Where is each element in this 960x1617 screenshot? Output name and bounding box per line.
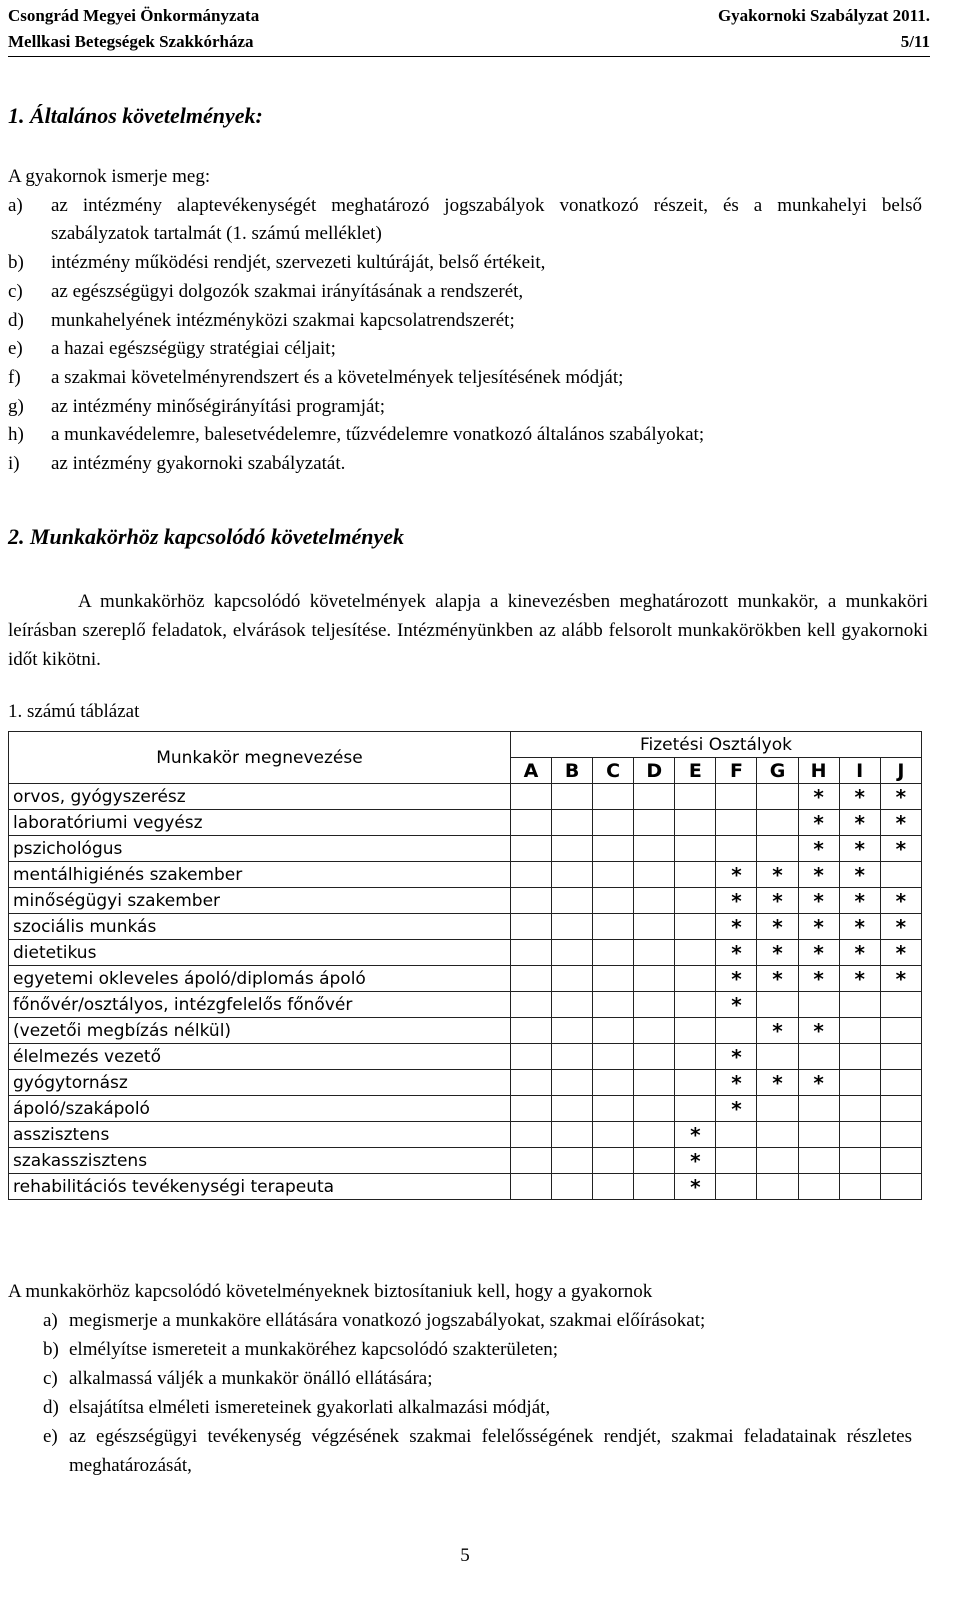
table-cell	[552, 1044, 593, 1070]
section1-item-text: az egészségügyi dolgozók szakmai irányításának a rendszerét,	[51, 280, 524, 302]
table-cell	[510, 914, 551, 940]
mark-cell: *	[880, 888, 921, 914]
table-cell	[552, 1148, 593, 1174]
table-cell	[510, 1174, 551, 1200]
table-cell	[552, 888, 593, 914]
table-cell	[675, 992, 716, 1018]
table-row	[9, 914, 922, 940]
mark-cell: *	[757, 966, 798, 992]
mark-cell: *	[757, 1070, 798, 1096]
mark-cell: *	[716, 914, 757, 940]
table-cell	[552, 810, 593, 836]
table-row	[9, 966, 922, 992]
mark-cell: *	[798, 1070, 839, 1096]
section1-item	[8, 307, 930, 336]
table-row	[9, 1018, 922, 1044]
table-cell	[798, 1174, 839, 1200]
mark-cell: *	[716, 1070, 757, 1096]
section3-item-label: e)	[43, 1426, 58, 1447]
table-cell	[757, 1148, 798, 1174]
header-left	[8, 3, 259, 55]
table-cell	[716, 836, 757, 862]
section1-item-label: a)	[8, 194, 23, 216]
mark-cell: *	[798, 836, 839, 862]
pay-class-letter: J	[880, 758, 921, 784]
job-title-cell: dietetikus	[9, 940, 511, 966]
section3-item	[8, 1393, 930, 1422]
table-row	[9, 1122, 922, 1148]
mark-cell: *	[675, 1122, 716, 1148]
table-cell	[716, 1148, 757, 1174]
table-cell	[593, 1096, 634, 1122]
table-cell	[552, 862, 593, 888]
section1-item-label: i)	[8, 453, 20, 475]
table-cell	[552, 836, 593, 862]
table-cell	[510, 940, 551, 966]
table-cell	[839, 1070, 880, 1096]
table-cell	[798, 1122, 839, 1148]
section1-item	[8, 393, 930, 422]
mark-cell: *	[839, 914, 880, 940]
section1-item-text: a szakmai követelményrendszert és a követelmények teljesítésének módját;	[51, 366, 624, 388]
table-cell	[593, 1070, 634, 1096]
table-cell	[593, 1122, 634, 1148]
table-cell	[634, 940, 675, 966]
table-cell	[675, 784, 716, 810]
table-cell	[716, 1122, 757, 1148]
section1-item	[8, 278, 930, 307]
section1-body	[8, 163, 930, 479]
mark-cell: *	[880, 836, 921, 862]
column-header-pay-classes: Fizetési Osztályok	[510, 732, 921, 758]
table-cell	[593, 862, 634, 888]
table-cell	[510, 862, 551, 888]
table-cell	[798, 1096, 839, 1122]
table-cell	[552, 1018, 593, 1044]
pay-class-letter: A	[510, 758, 551, 784]
mark-cell: *	[798, 862, 839, 888]
table-cell	[675, 836, 716, 862]
section3-body	[8, 1277, 930, 1480]
section1-item-label: c)	[8, 280, 23, 302]
table-cell	[675, 1018, 716, 1044]
table-cell	[716, 784, 757, 810]
table-cell	[757, 1044, 798, 1070]
table-caption: 1. számú táblázat	[8, 701, 140, 722]
table-cell	[552, 940, 593, 966]
table-cell	[798, 1148, 839, 1174]
table-cell	[675, 966, 716, 992]
table-cell	[798, 1044, 839, 1070]
mark-cell: *	[839, 784, 880, 810]
section2-title: 2. Munkakörhöz kapcsolódó követelmények	[8, 524, 404, 549]
table-row	[9, 992, 922, 1018]
table-cell	[839, 1174, 880, 1200]
mark-cell: *	[798, 888, 839, 914]
table-cell	[880, 862, 921, 888]
table-cell	[757, 836, 798, 862]
mark-cell: *	[716, 992, 757, 1018]
mark-cell: *	[757, 1018, 798, 1044]
table-row	[9, 1070, 922, 1096]
table-cell	[593, 1174, 634, 1200]
header-page-indicator: 5/11	[900, 32, 930, 51]
table-cell	[675, 914, 716, 940]
table-cell	[675, 1070, 716, 1096]
table-cell	[634, 810, 675, 836]
mark-cell: *	[880, 784, 921, 810]
mark-cell: *	[757, 914, 798, 940]
job-title-cell: gyógytornász	[9, 1070, 511, 1096]
section1-item-text: az intézmény alaptevékenységét meghatározó jogszabályok vonatkozó részeit, és a munkahelyi belső szabályzatok tartalmát (1. számú melléklet)	[51, 194, 922, 245]
mark-cell: *	[798, 784, 839, 810]
mark-cell: *	[716, 966, 757, 992]
table-cell	[880, 1018, 921, 1044]
table-cell	[510, 1018, 551, 1044]
table-cell	[510, 784, 551, 810]
header-rule	[8, 56, 930, 57]
section3-item-label: d)	[43, 1397, 59, 1418]
job-title-cell: élelmezés vezető	[9, 1044, 511, 1070]
table-cell	[880, 1096, 921, 1122]
table-cell	[593, 914, 634, 940]
header-right	[718, 3, 930, 55]
section1-item-label: d)	[8, 309, 24, 331]
section3-item-text: elmélyítse ismereteit a munkaköréhez kapcsolódó szakterületen;	[69, 1339, 559, 1360]
table-cell	[634, 1018, 675, 1044]
mark-cell: *	[839, 940, 880, 966]
table-cell	[634, 836, 675, 862]
table-cell	[552, 914, 593, 940]
table-cell	[593, 836, 634, 862]
table-cell	[593, 784, 634, 810]
column-header-job-title: Munkakör megnevezése	[9, 732, 511, 784]
table-cell	[839, 1018, 880, 1044]
table-cell	[593, 966, 634, 992]
table-cell	[510, 810, 551, 836]
section1-item	[8, 249, 930, 278]
table-row	[9, 1174, 922, 1200]
mark-cell: *	[880, 810, 921, 836]
page-number: 5	[460, 1545, 470, 1566]
mark-cell: *	[716, 1044, 757, 1070]
pay-class-letter: B	[552, 758, 593, 784]
table-cell	[634, 1174, 675, 1200]
mark-cell: *	[880, 940, 921, 966]
table-cell	[593, 1018, 634, 1044]
table-cell	[634, 1148, 675, 1174]
section3-intro: A munkakörhöz kapcsolódó követelményeknek biztosítaniuk kell, hogy a gyakornok	[8, 1281, 653, 1302]
table-row	[9, 1148, 922, 1174]
table-cell	[634, 966, 675, 992]
pay-class-letter: G	[757, 758, 798, 784]
table-cell	[634, 1070, 675, 1096]
table-cell	[634, 862, 675, 888]
mark-cell: *	[839, 966, 880, 992]
table-row	[9, 810, 922, 836]
mark-cell: *	[839, 836, 880, 862]
table-cell	[880, 1148, 921, 1174]
table-cell	[757, 810, 798, 836]
header-organization: Csongrád Megyei Önkormányzata	[8, 6, 260, 25]
header-document-title: Gyakornoki Szabályzat 2011.	[717, 6, 930, 25]
mark-cell: *	[798, 914, 839, 940]
table-cell	[880, 992, 921, 1018]
job-title-cell: mentálhigiénés szakember	[9, 862, 511, 888]
table-cell	[593, 1044, 634, 1070]
table-cell	[634, 914, 675, 940]
table-row	[9, 1096, 922, 1122]
section3-item	[8, 1335, 930, 1364]
table-cell	[757, 992, 798, 1018]
mark-cell: *	[839, 862, 880, 888]
mark-cell: *	[798, 1018, 839, 1044]
pay-class-letter: C	[593, 758, 634, 784]
table-cell	[634, 1096, 675, 1122]
section2-paragraph: A munkakörhöz kapcsolódó követelmények alapja a kinevezésben meghatározott munkakör, a munkaköri leírásban szereplő feladatok, elvárások teljesítése. Intézményünkben az alább felsorolt munkakörökben kell gyakornoki időt kikötni.	[8, 591, 928, 670]
mark-cell: *	[757, 888, 798, 914]
table-cell	[675, 1096, 716, 1122]
section1-item	[8, 364, 930, 393]
table-cell	[757, 1122, 798, 1148]
section3-item-text: alkalmassá váljék a munkakör önálló ellátására;	[69, 1368, 433, 1389]
table-cell	[593, 1148, 634, 1174]
table-cell	[593, 810, 634, 836]
mark-cell: *	[880, 966, 921, 992]
mark-cell: *	[880, 914, 921, 940]
table-cell	[675, 888, 716, 914]
section1-item-label: f)	[8, 366, 21, 388]
section3-item	[8, 1364, 930, 1393]
section3-item-label: c)	[43, 1368, 58, 1389]
table-cell	[716, 1174, 757, 1200]
job-title-cell: szociális munkás	[9, 914, 511, 940]
job-title-cell: egyetemi okleveles ápoló/diplomás ápoló	[9, 966, 511, 992]
table-cell	[593, 888, 634, 914]
table-cell	[510, 836, 551, 862]
section3-item-text: elsajátítsa elméleti ismereteinek gyakorlati alkalmazási módját,	[69, 1397, 551, 1418]
section1-item-label: b)	[8, 252, 24, 274]
table-cell	[593, 940, 634, 966]
section3-item	[8, 1306, 930, 1335]
job-title-cell: ápoló/szakápoló	[9, 1096, 511, 1122]
table-cell	[510, 1096, 551, 1122]
mark-cell: *	[798, 810, 839, 836]
section1-item	[8, 335, 930, 364]
table-cell	[839, 1122, 880, 1148]
table-header-row	[9, 732, 922, 758]
table-cell	[552, 966, 593, 992]
table-cell	[839, 1148, 880, 1174]
mark-cell: *	[757, 862, 798, 888]
header-hospital: Mellkasi Betegségek Szakkórháza	[8, 32, 254, 51]
section1-item	[8, 421, 930, 450]
table-cell	[634, 888, 675, 914]
table-cell	[510, 966, 551, 992]
table-cell	[634, 992, 675, 1018]
mark-cell: *	[675, 1174, 716, 1200]
table-cell	[634, 784, 675, 810]
table-cell	[716, 810, 757, 836]
table-cell	[593, 992, 634, 1018]
table-cell	[675, 1044, 716, 1070]
table-row	[9, 888, 922, 914]
section1-item-text: az intézmény minőségirányítási programját;	[51, 395, 385, 417]
table-cell	[510, 1122, 551, 1148]
job-title-cell: minőségügyi szakember	[9, 888, 511, 914]
table-cell	[675, 862, 716, 888]
job-title-cell: rehabilitációs tevékenységi terapeuta	[9, 1174, 511, 1200]
table-cell	[839, 992, 880, 1018]
table-cell	[510, 1070, 551, 1096]
mark-cell: *	[839, 888, 880, 914]
section3-item	[8, 1422, 930, 1480]
table-cell	[716, 1018, 757, 1044]
job-title-cell: laboratóriumi vegyész	[9, 810, 511, 836]
section3-item-text: az egészségügyi tevékenység végzésének szakmai felelősségének rendjét, szakmai feladatainak részletes meghatározását,	[69, 1426, 912, 1476]
section1-item	[8, 192, 930, 249]
section1-item-text: a hazai egészségügy stratégiai céljait;	[51, 338, 336, 360]
table-cell	[675, 810, 716, 836]
section1-item-text: intézmény működési rendjét, szervezeti kultúráját, belső értékeit,	[51, 252, 546, 274]
section3-item-label: b)	[43, 1339, 59, 1360]
table-cell	[880, 1122, 921, 1148]
table-cell	[510, 1044, 551, 1070]
section1-item-label: h)	[8, 424, 24, 446]
job-class-grid	[8, 731, 922, 1200]
section1-item-text: a munkavédelemre, balesetvédelemre, tűzvédelemre vonatkozó általános szabályokat;	[51, 424, 705, 446]
mark-cell: *	[716, 888, 757, 914]
job-title-cell: pszichológus	[9, 836, 511, 862]
table-cell	[757, 1096, 798, 1122]
job-title-cell: orvos, gyógyszerész	[9, 784, 511, 810]
pay-class-letter: H	[798, 758, 839, 784]
section1-item-text: az intézmény gyakornoki szabályzatát.	[51, 453, 346, 475]
table-cell	[552, 1070, 593, 1096]
mark-cell: *	[716, 1096, 757, 1122]
section1-item	[8, 450, 930, 479]
table-cell	[880, 1070, 921, 1096]
mark-cell: *	[798, 966, 839, 992]
section1-item-text: munkahelyének intézményközi szakmai kapcsolatrendszerét;	[51, 309, 515, 331]
table-row	[9, 784, 922, 810]
pay-class-letter: D	[634, 758, 675, 784]
table-cell	[880, 1174, 921, 1200]
section3-item-label: a)	[43, 1310, 58, 1331]
job-title-cell: főnővér/osztályos, intézgfelelős főnővér	[9, 992, 511, 1018]
table-cell	[634, 1044, 675, 1070]
pay-class-letter: E	[675, 758, 716, 784]
table-cell	[552, 1096, 593, 1122]
job-title-cell: asszisztens	[9, 1122, 511, 1148]
table-cell	[552, 1122, 593, 1148]
mark-cell: *	[675, 1148, 716, 1174]
section3-item-text: megismerje a munkaköre ellátására vonatkozó jogszabályokat, szakmai előírásokat;	[69, 1310, 706, 1331]
mark-cell: *	[798, 940, 839, 966]
job-title-cell: (vezetői megbízás nélkül)	[9, 1018, 511, 1044]
table-cell	[798, 992, 839, 1018]
table-cell	[757, 784, 798, 810]
section1-title: 1. Általános követelmények:	[8, 103, 263, 128]
job-title-cell: szakasszisztens	[9, 1148, 511, 1174]
table-row	[9, 836, 922, 862]
section1-intro: A gyakornok ismerje meg:	[8, 166, 211, 187]
mark-cell: *	[716, 940, 757, 966]
table-cell	[510, 888, 551, 914]
table-row	[9, 940, 922, 966]
mark-cell: *	[757, 940, 798, 966]
table-cell	[552, 1174, 593, 1200]
mark-cell: *	[839, 810, 880, 836]
section1-item-label: g)	[8, 395, 24, 417]
table-cell	[880, 1044, 921, 1070]
table-cell	[634, 1122, 675, 1148]
pay-class-letter: I	[839, 758, 880, 784]
table-cell	[510, 992, 551, 1018]
job-class-table	[8, 731, 922, 1243]
table-cell	[675, 940, 716, 966]
table-cell	[552, 784, 593, 810]
table-cell	[839, 1096, 880, 1122]
table-cell	[757, 1174, 798, 1200]
mark-cell: *	[716, 862, 757, 888]
table-row	[9, 862, 922, 888]
table-cell	[552, 992, 593, 1018]
pay-class-letter: F	[716, 758, 757, 784]
table-row	[9, 1044, 922, 1070]
table-cell	[839, 1044, 880, 1070]
section1-item-label: e)	[8, 338, 23, 360]
table-cell	[510, 1148, 551, 1174]
